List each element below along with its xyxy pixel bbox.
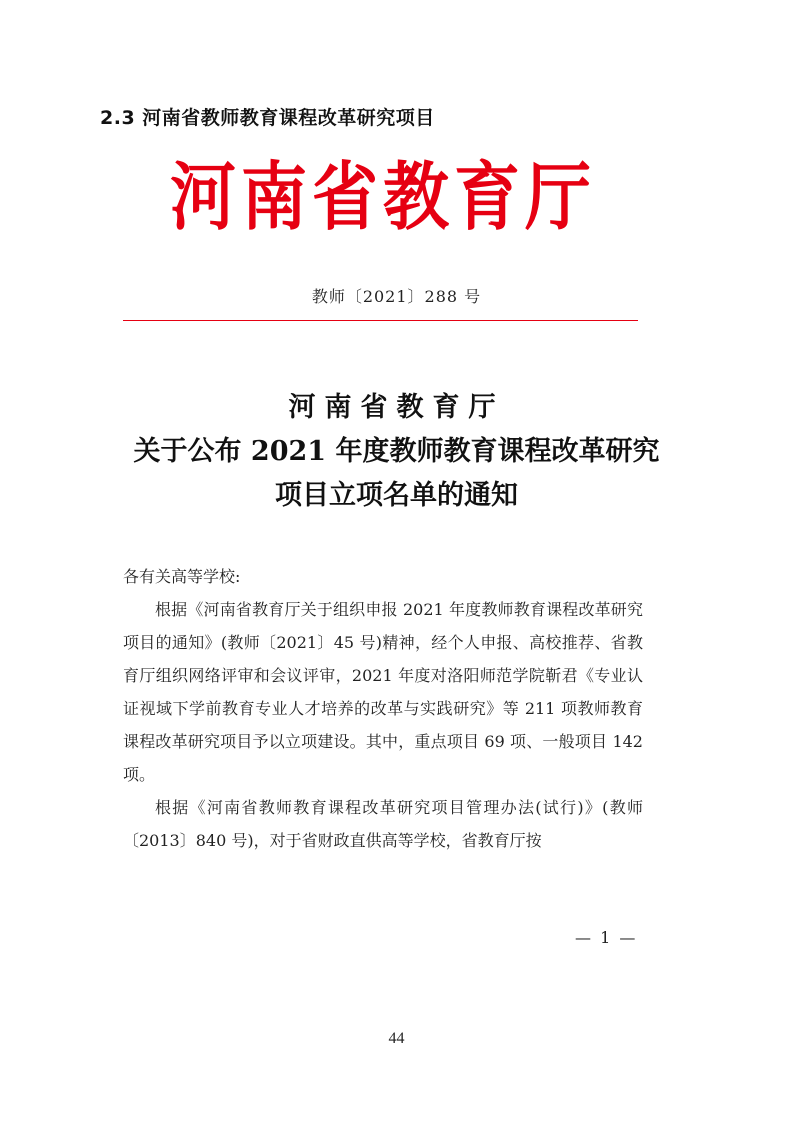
document-number: 教师〔2021〕288 号 (311, 287, 482, 306)
red-divider-line (123, 320, 638, 321)
salutation: 各有关高等学校: (123, 567, 241, 586)
title-line-1: 河南省教育厅 (288, 392, 505, 423)
notice-title (0, 386, 793, 518)
body-paragraph-2: 根据《河南省教师教育课程改革研究项目管理办法(试行)》(教师〔2013〕840 号)，对于省财政直供高等学校，省教育厅按 (123, 798, 643, 850)
body-paragraph-1: 根据《河南省教育厅关于组织申报 2021 年度教师教育课程改革研究项目的通知》(教师〔2021〕45 号)精神，经个人申报、高校推荐、省教育厅组织网络评审和会议评审，2021 年度对洛阳师范学院靳君《专业认证视域下学前教育专业人才培养的改革与实践研究》等 211 项教师教育课程改革研究项目予以立项建设。其中，重点项目 69 项、一般项目 142 项。 (123, 600, 643, 784)
notice-body (123, 560, 643, 857)
title-line-2: 关于公布 2021 年度教师教育课程改革研究 (133, 436, 660, 467)
masthead-title: 河南省教育厅 (170, 153, 596, 241)
inner-page-number: — 1 — (575, 928, 638, 947)
outer-page-number: 44 (388, 1030, 405, 1047)
title-line-3: 项目立项名单的通知 (275, 480, 518, 511)
section-heading: 2.3 河南省教师教育课程改革研究项目 (100, 107, 435, 129)
